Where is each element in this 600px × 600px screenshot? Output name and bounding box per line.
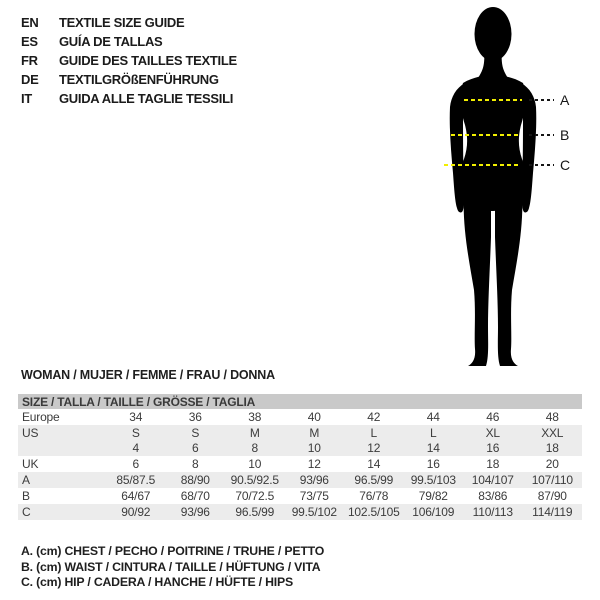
size-cell: 16 — [426, 457, 440, 472]
language-list — [21, 15, 237, 110]
size-cell: 88/90 — [166, 472, 226, 488]
table-row-waist — [18, 488, 582, 504]
size-cell: 14 — [404, 441, 464, 457]
size-cell: 16 — [463, 441, 523, 457]
row-label: UK — [22, 457, 39, 472]
silhouette-torso — [460, 75, 526, 211]
size-cell: 93/96 — [285, 472, 345, 488]
size-cell: XXL — [523, 425, 583, 441]
language-code: ES — [21, 34, 38, 49]
size-cell: 107/110 — [523, 472, 583, 488]
language-code: IT — [21, 91, 32, 106]
table-row-us-numbers — [18, 441, 582, 457]
size-cell: 110/113 — [463, 504, 523, 520]
silhouette-right-arm — [521, 83, 536, 212]
size-cell: 73/75 — [299, 488, 329, 503]
woman-silhouette-icon — [413, 5, 577, 367]
row-label: US — [18, 425, 106, 441]
marker-label-b: B — [560, 127, 570, 143]
size-cell: 42 — [367, 409, 381, 424]
size-cell: 8 — [225, 441, 285, 457]
chest-measure-line — [464, 99, 522, 101]
size-cell: 79/82 — [418, 488, 448, 503]
measurement-legend — [21, 544, 324, 591]
size-cell: S — [106, 425, 166, 441]
silhouette-right-leg — [495, 191, 522, 366]
size-table — [18, 394, 582, 520]
size-cell: 36 — [188, 409, 202, 424]
size-cell: L — [344, 425, 404, 441]
size-cell: 76/78 — [359, 488, 389, 503]
size-cell: 44 — [426, 409, 440, 424]
legend-hip: C. (cm) HIP / CADERA / HANCHE / HÜFTE / HIPS — [21, 575, 294, 589]
size-cell: 12 — [307, 457, 321, 472]
legend-waist: B. (cm) WAIST / CINTURA / TAILLE / HÜFTUNG / VITA — [21, 559, 321, 574]
table-row-chest — [18, 472, 582, 488]
size-cell: 99.5/102 — [285, 504, 345, 520]
language-code: FR — [21, 53, 38, 68]
size-cell: 18 — [486, 457, 500, 472]
size-cell: L — [404, 425, 464, 441]
size-cell: 18 — [523, 441, 583, 457]
size-cell: 10 — [285, 441, 345, 457]
size-cell: 8 — [192, 457, 199, 472]
size-cell: 96.5/99 — [225, 504, 285, 520]
size-cell: 104/107 — [463, 472, 523, 488]
size-cell: 90/92 — [106, 504, 166, 520]
language-row-de — [21, 72, 237, 91]
size-cell: 114/119 — [523, 504, 583, 520]
size-cell: 90.5/92.5 — [225, 472, 285, 488]
row-label: B — [22, 488, 30, 503]
language-row-fr — [21, 53, 237, 72]
marker-label-a: A — [560, 92, 570, 108]
table-row-uk — [18, 456, 582, 472]
language-row-it — [21, 91, 237, 110]
size-cell: 4 — [106, 441, 166, 457]
size-cell: 87/90 — [537, 488, 567, 503]
size-cell: 102.5/105 — [344, 504, 404, 520]
size-cell: 64/67 — [121, 488, 151, 503]
size-cell: 83/86 — [478, 488, 508, 503]
size-cell: 34 — [129, 409, 143, 424]
language-title: GUIDE DES TAILLES TEXTILE — [59, 53, 237, 68]
table-row-us-letters — [18, 425, 582, 441]
size-cell: 6 — [166, 441, 226, 457]
language-title: TEXTILGRÖßENFÜHRUNG — [59, 72, 219, 87]
size-cell: 14 — [367, 457, 381, 472]
language-code: DE — [21, 72, 39, 87]
size-cell: 46 — [486, 409, 500, 424]
figure-area — [413, 5, 577, 367]
legend-chest: A. (cm) CHEST / PECHO / POITRINE / TRUHE / PETTO — [21, 544, 325, 558]
hip-measure-line — [444, 164, 521, 166]
size-cell: M — [225, 425, 285, 441]
table-row-hip — [18, 504, 582, 520]
marker-label-c: C — [560, 157, 571, 173]
hip-callout-line — [529, 164, 554, 166]
row-label: Europe — [22, 409, 60, 424]
size-cell: 6 — [132, 457, 139, 472]
size-cell: S — [166, 425, 226, 441]
size-cell: M — [285, 425, 345, 441]
language-title: GUÍA DE TALLAS — [59, 34, 163, 49]
size-cell: 85/87.5 — [106, 472, 166, 488]
language-row-en — [21, 15, 237, 34]
size-cell: 12 — [344, 441, 404, 457]
language-title: TEXTILE SIZE GUIDE — [59, 15, 185, 30]
size-cell: 38 — [248, 409, 262, 424]
size-cell: XL — [463, 425, 523, 441]
size-cell: 106/109 — [404, 504, 464, 520]
waist-callout-line — [529, 134, 554, 136]
size-cell: 40 — [307, 409, 321, 424]
size-cell: 68/70 — [180, 488, 210, 503]
language-row-es — [21, 34, 237, 53]
size-cell: 70/72.5 — [235, 488, 275, 503]
silhouette-left-leg — [464, 191, 491, 366]
table-group-title: WOMAN / MUJER / FEMME / FRAU / DONNA — [21, 368, 275, 382]
row-label — [18, 441, 106, 457]
size-cell: 99.5/103 — [404, 472, 464, 488]
language-code: EN — [21, 15, 39, 30]
size-cell: 20 — [545, 457, 559, 472]
chest-callout-line — [529, 99, 554, 101]
size-cell: 48 — [545, 409, 559, 424]
size-cell: 10 — [248, 457, 262, 472]
table-row-europe — [18, 409, 582, 425]
row-label: C — [18, 504, 106, 520]
row-label: A — [18, 472, 106, 488]
table-header-label: SIZE / TALLA / TAILLE / GRÖSSE / TAGLIA — [18, 394, 582, 409]
size-cell: 93/96 — [166, 504, 226, 520]
language-title: GUIDA ALLE TAGLIE TESSILI — [59, 91, 234, 106]
silhouette-left-arm — [450, 83, 465, 212]
waist-measure-line — [451, 134, 519, 136]
size-cell: 96.5/99 — [344, 472, 404, 488]
table-header-row — [18, 394, 582, 409]
